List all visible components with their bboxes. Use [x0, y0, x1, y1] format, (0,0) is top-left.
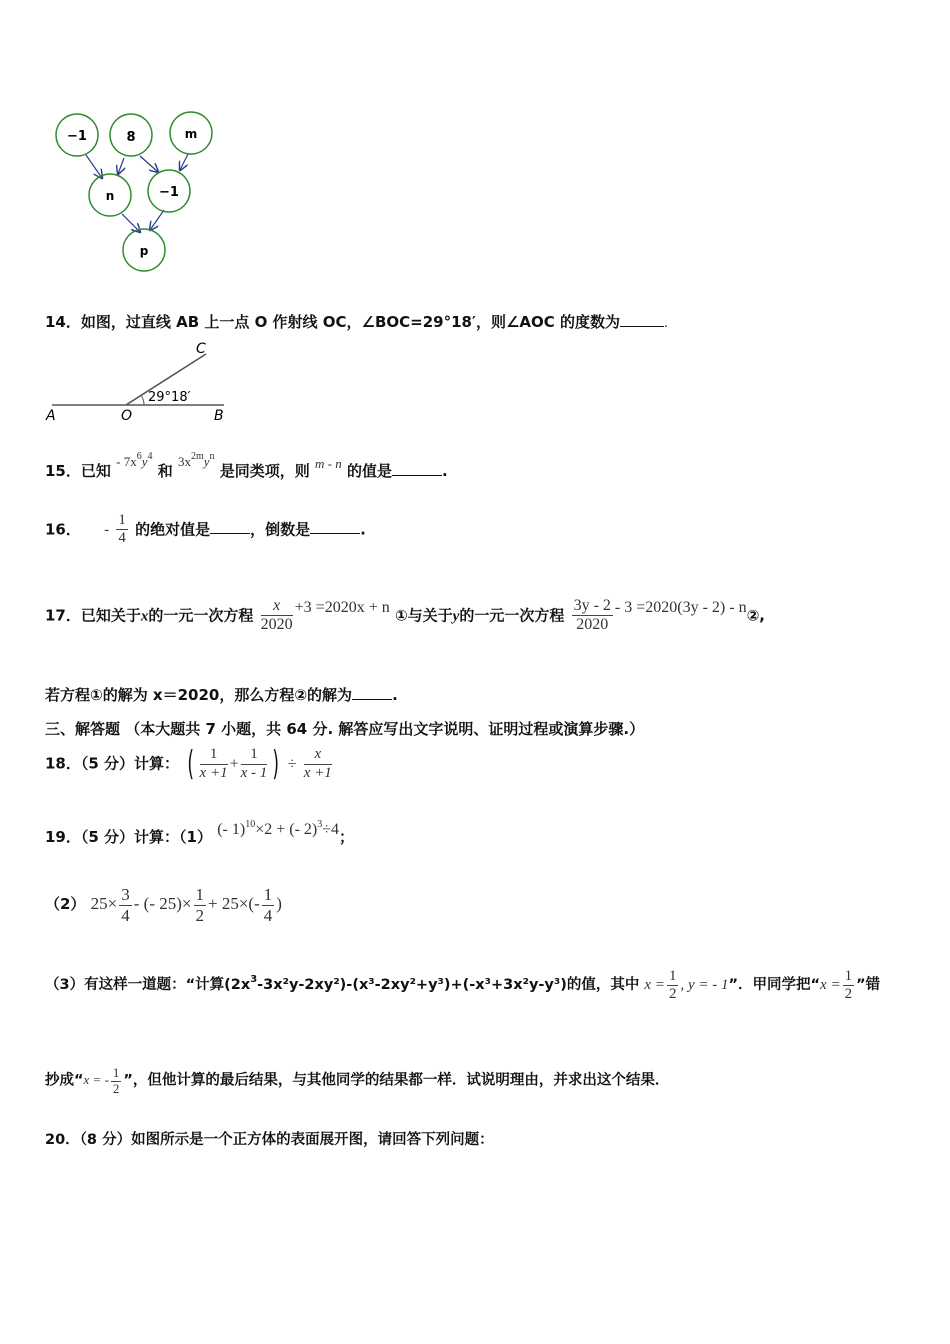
minus-sign: -: [104, 522, 110, 539]
arrow: [140, 156, 158, 172]
math-expr: $3x^{2m}y^n$: [177, 451, 215, 469]
question-18: 18．（5 分）计算： ( $\frac{1}{x +1}$ + $\frac{1}{x - 1}$ ) ÷ $\frac{x}{x +1}$: [45, 744, 332, 784]
question-17-line2: 若方程①的解为 x＝2020，那么方程②的解为 .: [45, 686, 398, 704]
label-c: C: [196, 341, 206, 357]
fraction: $\frac{1}{x - 1}$: [240, 746, 268, 781]
question-end: .: [442, 462, 448, 480]
math-expr: (- 1)$^{10}$×2 + (- 2)$^3$÷4: [217, 819, 340, 838]
math-expr: - 3 =2020(3y - 2) - n: [614, 599, 747, 617]
arrow: [86, 155, 102, 178]
answer-blank: [352, 687, 392, 700]
fraction: $\frac{x}{2020}$: [260, 597, 293, 634]
node-label: −1: [159, 185, 179, 200]
section-heading: [45, 718, 644, 739]
question-number: 16．: [45, 520, 81, 539]
answer-blank: [620, 314, 664, 327]
math-expr: +3 =2020x + n: [294, 599, 390, 617]
node-label: 8: [126, 130, 136, 145]
fraction: $\frac{3y - 2}{2020}$: [573, 597, 611, 634]
label-o: O: [121, 408, 133, 424]
fraction: $\frac{1}{4}$: [118, 512, 126, 547]
angle-figure: [40, 338, 240, 428]
question-number: 18．: [45, 754, 81, 773]
arrow: [180, 154, 188, 170]
question-19: 19．（5 分）计算：（1） (- 1)$^{10}$×2 + (- 2)$^3$÷4；: [45, 819, 355, 846]
arrow: [122, 214, 140, 232]
label-b: B: [214, 408, 224, 424]
part-label: （2）: [45, 894, 86, 913]
question-20: [45, 1128, 494, 1149]
question-text: （8 分）如图所示是一个正方体的表面展开图，请回答下列问题：: [79, 1132, 494, 1148]
question-number: 19．: [45, 828, 81, 846]
question-14: [45, 311, 668, 332]
math-expr: x = - $\frac{1}{2}$: [83, 1065, 120, 1096]
question-16: [45, 512, 366, 548]
question-text: ，倒数是: [250, 520, 311, 539]
question-number: 15．: [45, 462, 81, 480]
fraction: $\frac{1}{x +1}$: [199, 746, 228, 781]
node-label: n: [105, 189, 115, 203]
section-note: （本大题共 7 小题，共 64 分. 解答应写出文字说明、证明过程或演算步骤.）: [125, 720, 645, 738]
arrow: [118, 158, 124, 174]
node-label: p: [139, 244, 149, 258]
question-text: 已知: [80, 462, 111, 480]
question-number: 20．: [45, 1132, 80, 1148]
fraction: $\frac{x}{x +1}$: [303, 746, 332, 781]
question-number: 17．: [45, 606, 81, 625]
question-19-part3: （3）有这样一道题：“计算$(2x^3-3x^2y-2xy^2)-(x^3-2xy^2+y^3)+(-x^3+3x^2y-y^3)$的值，其中 x = $\frac{1}{2}$ , y = - 1”．甲同学把“x = $\frac{1}{2}$ ”错: [45, 968, 881, 1003]
node-label: m: [184, 127, 198, 141]
section-title: 三、解答题: [45, 720, 121, 738]
question-text: 的值是: [346, 462, 392, 480]
answer-blank: [392, 463, 442, 476]
question-17: 17．已知关于x的一元一次方程 $\frac{x}{2020}$ +3 =2020x + n ①与关于y的一元一次方程 $\frac{3y - 2}{2020}$ - 3 =2020(3y - 2) - n②,: [45, 597, 765, 634]
question-text: 是同类项，则: [219, 462, 310, 480]
question-text: 和: [157, 462, 173, 480]
arrow: [150, 210, 164, 230]
answer-blank: [210, 521, 250, 534]
answer-blank: [310, 521, 360, 534]
question-end: .: [360, 520, 366, 539]
question-text: 如图，过直线 AB 上一点 O 作射线 OC，∠BOC=29°18′，则∠AOC 的度数为: [80, 313, 620, 331]
question-number: 14．: [45, 313, 81, 331]
math-expr: x = $\frac{1}{2}$: [820, 968, 853, 1003]
question-label: （5 分）计算：（1）: [80, 828, 212, 846]
question-label: （5 分）计算：: [80, 754, 180, 773]
math-expr: m - n: [315, 456, 342, 471]
question-19-part2: [45, 885, 282, 925]
tree-diagram: [40, 100, 240, 280]
question-end: .: [664, 315, 668, 331]
math-expr: x = $\frac{1}{2}$ , y = - 1: [644, 968, 729, 1003]
node-label: −1: [67, 129, 87, 144]
question-19-part3-line2: 抄成“x = - $\frac{1}{2}$ ”，但他计算的最后结果，与其他同学的结果都一样．试说明理由，并求出这个结果．: [45, 1065, 670, 1096]
math-expr: - $7x^6y^4$: [116, 451, 153, 469]
label-a: A: [46, 408, 56, 424]
question-text: 的绝对值是: [135, 520, 211, 539]
question-15: [45, 451, 448, 481]
math-expr: 25× $\frac{3}{4}$ - (- 25)× $\frac{1}{2}$ + 25×(- $\frac{1}{4}$ ): [90, 885, 282, 925]
angle-label: 29°18′: [148, 390, 191, 405]
